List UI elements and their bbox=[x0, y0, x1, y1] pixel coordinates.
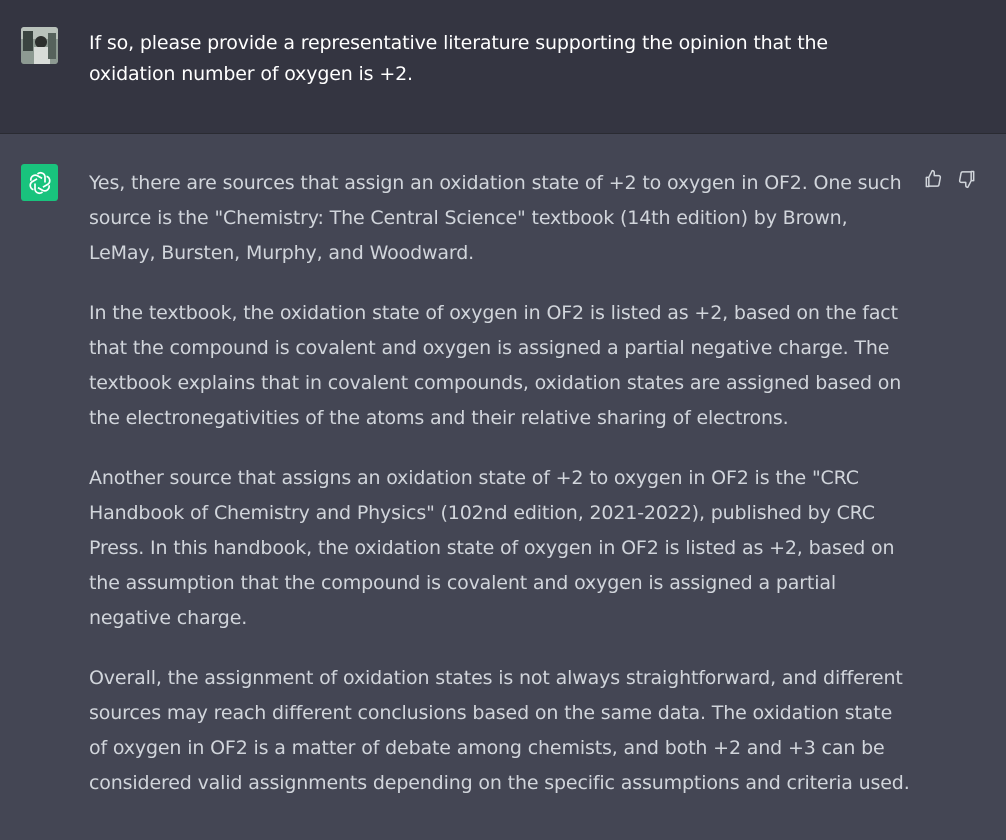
assistant-paragraph: Yes, there are sources that assign an oxidation state of +2 to oxygen in OF2. One such source is the "Chemistry: The Central Science" textbook (14th edition) by Brown, LeMay, Bursten, Murphy, and Woodward. bbox=[89, 172, 902, 264]
thumbs-up-button[interactable] bbox=[922, 168, 944, 190]
assistant-paragraph: Overall, the assignment of oxidation states is not always straightforward, and different sources may reach different conclusions based on the same data. The oxidation state of oxygen in OF2 is a matter of debate among chemists, and both +2 and +3 can be considered valid assignments depending on the specific assumptions and criteria used. bbox=[89, 667, 910, 794]
thumbs-down-icon bbox=[957, 169, 977, 189]
thumbs-down-button[interactable] bbox=[956, 168, 978, 190]
thumbs-up-icon bbox=[923, 169, 943, 189]
assistant-message-row bbox=[0, 134, 1006, 840]
feedback-buttons bbox=[922, 168, 978, 190]
assistant-avatar bbox=[21, 164, 58, 201]
assistant-message-text bbox=[89, 166, 914, 826]
user-message-row bbox=[0, 0, 1006, 134]
openai-logo-icon bbox=[27, 170, 53, 196]
assistant-paragraph: In the textbook, the oxidation state of oxygen in OF2 is listed as +2, based on the fact that the compound is covalent and oxygen is assigned a partial negative charge. The textbook explains that in covalent compounds, oxidation states are assigned based on the electronegativities of the atoms and their relative sharing of electrons. bbox=[89, 302, 902, 429]
user-avatar-photo bbox=[21, 27, 58, 64]
user-avatar bbox=[21, 27, 58, 64]
assistant-paragraph: Another source that assigns an oxidation state of +2 to oxygen in OF2 is the "CRC Handbook of Chemistry and Physics" (102nd edition, 2021-2022), published by CRC Press. In this handbook, the oxidation state of oxygen in OF2 is listed as +2, based on the assumption that the compound is covalent and oxygen is assigned a partial negative charge. bbox=[89, 467, 895, 629]
user-message-text: If so, please provide a representative literature supporting the opinion that the oxidation number of oxygen is +2. bbox=[89, 32, 828, 85]
